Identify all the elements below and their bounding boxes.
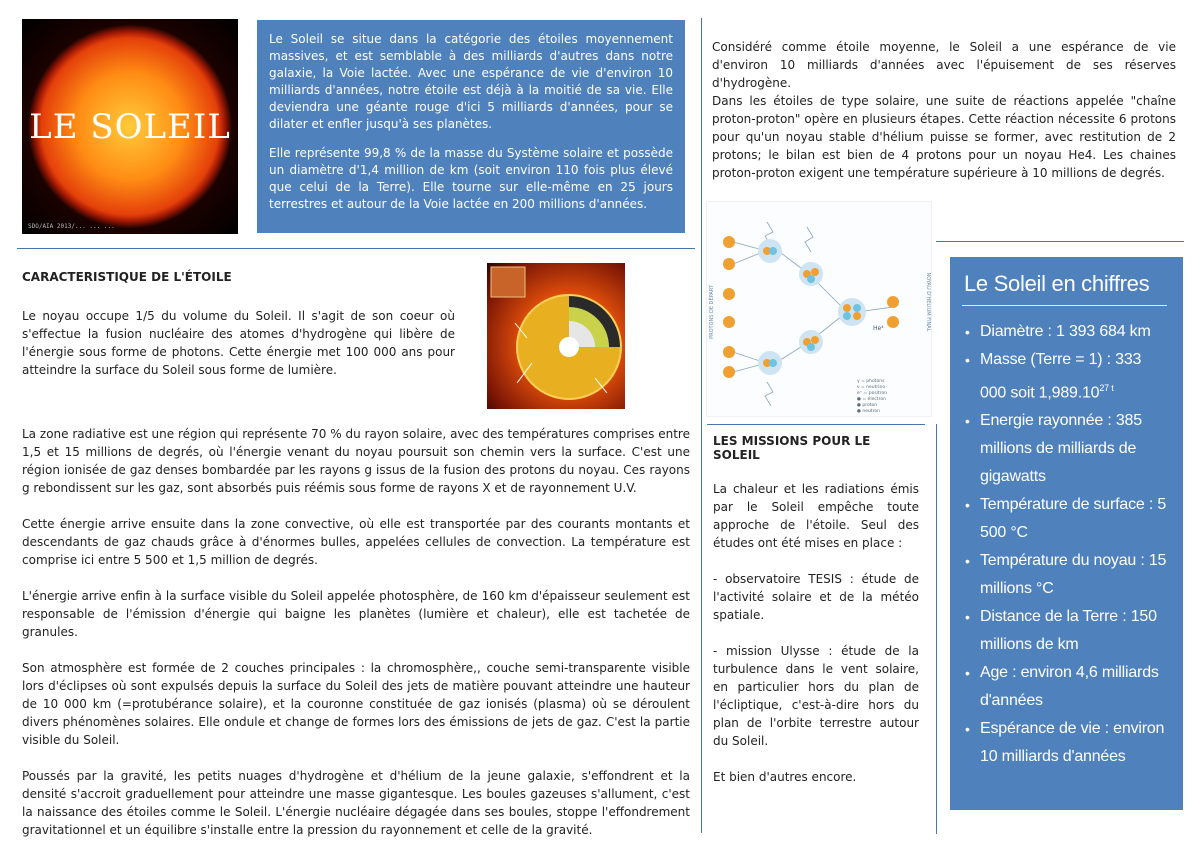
- stat-age: [962, 659, 1171, 715]
- stats-box: [950, 257, 1183, 810]
- missions-intro: La chaleur et les radiations émis par le Soleil empêche toute approche de l'étoile. Seul des études ont été mises en place :: [713, 482, 919, 550]
- legend-item: ● neutron: [857, 409, 880, 414]
- intro-box: [257, 20, 685, 233]
- stat-mass: [962, 346, 1171, 407]
- legend-item: γ = photons: [857, 379, 885, 384]
- diagram-legend: [857, 378, 887, 414]
- sun-core-image: [487, 263, 625, 409]
- proton-chain-diagram: [706, 201, 932, 417]
- stat-diameter: [962, 318, 1171, 346]
- diagram-right-label: NOYAU D'HÉLIUM FINAL: [925, 272, 931, 332]
- stat-text: Diamètre : 1 393 684 km: [980, 323, 1151, 340]
- characteristics-heading-block: [22, 270, 442, 284]
- sun-cutaway-illustration: [487, 263, 625, 409]
- intro-paragraph: Le Soleil se situe dans la catégorie des étoiles moyennement massives, et est semblable à des milliards d'autres dans notre galaxie, la Voie lactée. Avec une espérance de vie d'environ 10 milliards d'années, notre étoile est déjà à la moitié de sa vie. Elle deviendra une géante rouge d'ici 5 milliards d'années, pour se dilater et enfler jusqu'à ses planètes.: [269, 32, 673, 131]
- missions-section: [713, 434, 919, 786]
- photosphere-paragraph: L'énergie arrive enfin à la surface visible du Soleil appelée photosphère, de 160 km d'épaisseur seulement est responsable de l'émission d'énergie qui baigne les planètes (lumière et chaleur), elle est tachetée de granules.: [22, 589, 690, 639]
- stat-text: Température de surface : 5 500 °C: [980, 496, 1167, 542]
- mission-tesis: - observatoire TESIS : étude de l'activité solaire et de la météo spatiale.: [713, 572, 919, 622]
- stat-distance: [962, 603, 1171, 659]
- life-expectancy-paragraph: Considéré comme étoile moyenne, le Soleil a une espérance de vie d'environ 10 milliards d'années avec l'épuisement de ses réserves d'hydrogène.: [712, 40, 1176, 90]
- intro-paragraph: Elle représente 99,8 % de la masse du Système solaire et possède un diamètre d'1,4 million de km (soit environ 110 fois plus élevé que celui de la Terre). Elle tourne sur elle-même en 25 jours terrestres et autour de la Voie lactée en 200 millions d'années.: [269, 146, 673, 211]
- image-caption: SDO/AIA 2013/... ... ...: [28, 223, 115, 230]
- diagram-left-label: PROTONS DE DÉPART: [709, 285, 715, 339]
- fusion-text: [712, 38, 1176, 182]
- stat-text: Age : environ 4,6 milliards d'années: [980, 664, 1159, 710]
- horizontal-divider-left: [17, 248, 695, 249]
- bullet-icon: •: [965, 413, 970, 430]
- stat-text: Espérance de vie : environ 10 milliards d'années: [980, 720, 1165, 766]
- stats-title: Le Soleil en chiffres: [964, 271, 1150, 296]
- helium-label: He⁴: [873, 325, 884, 332]
- vertical-divider-right: [936, 424, 937, 834]
- section-heading: LES MISSIONS POUR LE SOLEIL: [713, 434, 871, 462]
- stat-energy: [962, 407, 1171, 491]
- stat-text: Masse (Terre = 1) : 333 000 soit 1,989.10: [980, 351, 1142, 402]
- stat-text: Distance de la Terre : 150 millions de km: [980, 608, 1157, 654]
- proton-chain-svg: [707, 202, 931, 416]
- stats-list: [962, 318, 1171, 771]
- legend-item: ν = neutrino: [857, 385, 886, 390]
- stat-life-expectancy: [962, 715, 1171, 771]
- stats-title-rule: [962, 305, 1167, 306]
- stat-text: Energie rayonnée : 385 millions de milliards de gigawatts: [980, 412, 1142, 486]
- mass-exponent: 27 t: [1099, 383, 1114, 393]
- core-paragraph: Le noyau occupe 1/5 du volume du Soleil. Il s'agit de son coeur où s'effectue la fusion nucléaire des atomes d'hydrogène qui libère de l'énergie sous forme de photons. Cette énergie met 100 000 ans pour atteindre la surface du Soleil sous forme de lumière.: [22, 309, 455, 377]
- radiative-zone-paragraph: La zone radiative est une région qui représente 70 % du rayon solaire, avec des températures comprises entre 1,5 et 15 millions de degrés, où l'énergie venant du noyau poursuit son chemin vers la surface. C'est une région ionisée de gaz denses bombardée par les rayons g issus de la fusion des protons du noyau. Ces rayons g rebondissent sur les gaz, sont absorbés puis réémis sous forme de rayons X et de rayonnement U.V.: [22, 427, 690, 495]
- stat-surface-temperature: [962, 491, 1171, 547]
- bullet-icon: •: [965, 609, 970, 626]
- legend-item: ● = électron: [857, 397, 886, 402]
- legend-item: e⁺ = positron: [857, 391, 888, 396]
- sun-hero-image: [22, 19, 238, 234]
- bullet-icon: •: [965, 324, 970, 340]
- horizontal-divider-right: [936, 241, 1184, 242]
- formation-paragraph: Poussés par la gravité, les petits nuages d'hydrogène et d'hélium de la jeune galaxie, s'effondrent et la densité s'accroit graduellement pour atteindre une masse gigantesque. Les boules gazeuses s'allument, c'est la naissance des étoiles comme le Soleil. L'énergie nucléaire dégagée dans ses boules, stoppe l'effondrement gravitationnel et un équilibre s'installe entre la pression du rayonnement et celle de la gravité.: [22, 769, 690, 837]
- stat-core-temperature: [962, 547, 1171, 603]
- core-paragraph-block: [22, 307, 455, 379]
- bullet-icon: •: [965, 352, 970, 368]
- convective-zone-paragraph: Cette énergie arrive ensuite dans la zone convective, où elle est transportée par des courants montants et descendants de gaz chauds grâce à d'énormes bulles, appelées cellules de convection. La température est comprise ici entre 5 500 et 1,5 million de degrés.: [22, 517, 690, 567]
- missions-outro: Et bien d'autres encore.: [713, 770, 857, 784]
- legend-item: ● proton: [857, 403, 878, 408]
- horizontal-divider-middle: [707, 424, 925, 425]
- section-heading: CARACTERISTIQUE DE L'ÉTOILE: [22, 270, 232, 284]
- stat-text: Température du noyau : 15 millions °C: [980, 552, 1167, 598]
- bullet-icon: •: [965, 553, 970, 570]
- vertical-divider: [701, 18, 702, 833]
- bullet-icon: •: [965, 665, 970, 682]
- proton-chain-paragraph: Dans les étoiles de type solaire, une suite de réactions appelée "chaîne proton-proton" opère en plusieurs étapes. Cette réaction nécessite 6 protons pour qu'un noyau stable d'hélium puisse se former, avec restitution de 2 protons; le bilan est bien de 4 protons pour un noyau He4. Les chaines proton-proton exigent une température supérieure à 10 millions de degrés.: [712, 94, 1176, 180]
- mission-ulysse: - mission Ulysse : étude de la turbulence dans le vent solaire, en particulier hors du plan de l'écliptique, c'est-à-dire hors du plan de l'orbite terrestre autour du Soleil.: [713, 644, 919, 748]
- atmosphere-paragraph: Son atmosphère est formée de 2 couches principales : la chromosphère,, couche semi-transparente visible lors d'éclipses où sont expulsés depuis la surface du Soleil des jets de matière pouvant atteindre une hauteur de 10 000 km (=protubérance solaire), et la couronne constituée de gaz ionisés (plasma) où se déroulent divers phénomènes solaires. Elle ondule et change de formes lors des émissions de jets de gaz. C'est la partie visible du Soleil.: [22, 661, 690, 747]
- poster-title: LE SOLEIL: [29, 107, 231, 147]
- bullet-icon: •: [965, 721, 970, 738]
- characteristics-body: [22, 425, 690, 839]
- bullet-icon: •: [965, 497, 970, 514]
